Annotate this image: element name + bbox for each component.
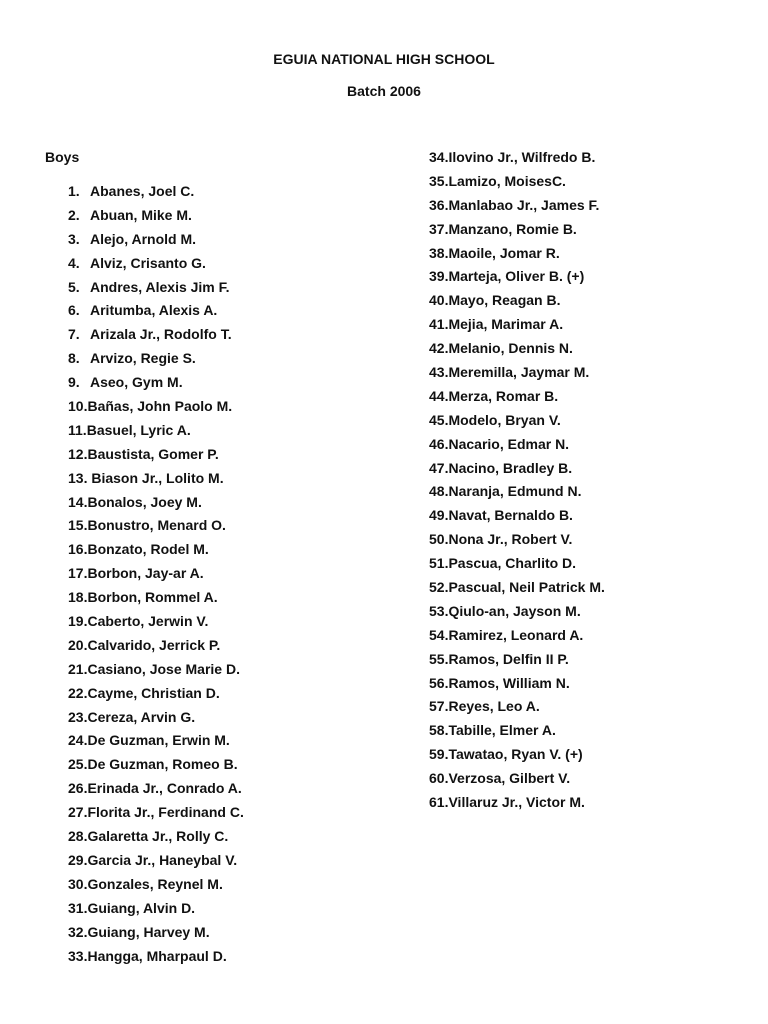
list-item-name: Tabille, Elmer A. (448, 722, 556, 739)
list-item-number: 57. (429, 698, 449, 715)
list-item-name: Nona Jr., Robert V. (448, 531, 573, 548)
list-item-number: 10. (68, 398, 88, 415)
list-item (429, 265, 605, 289)
list-item-name: Bonzato, Rodel M. (87, 541, 209, 558)
list-item (68, 538, 244, 562)
list-item (429, 433, 605, 457)
list-item (429, 624, 605, 648)
list-item-number: 42. (429, 340, 449, 357)
list-item-name: Naranja, Edmund N. (448, 483, 582, 500)
list-item-name: Garcia Jr., Haneybal V. (87, 851, 238, 868)
list-item-name: Aritumba, Alexis A. (90, 302, 218, 319)
list-item (68, 180, 244, 204)
list-item-name: Alviz, Crisanto G. (90, 254, 206, 271)
list-item-number: 16. (68, 541, 88, 558)
list-item-number: 37. (429, 220, 449, 237)
list-item-number: 22. (68, 684, 88, 701)
list-item-name: Galaretta Jr., Rolly C. (87, 828, 229, 845)
list-item-number: 20. (68, 636, 88, 653)
list-item-name: Pascual, Neil Patrick M. (448, 579, 605, 596)
list-item-name: Ramirez, Leonard A. (448, 626, 584, 643)
list-item-number: 34. (429, 149, 449, 165)
list-item (68, 562, 244, 586)
list-item-name: Nacino, Bradley B. (448, 459, 573, 476)
list-item-number: 33. (68, 947, 88, 964)
list-item-number: 18. (68, 589, 88, 606)
list-item (429, 242, 605, 266)
list-item (68, 897, 244, 921)
list-item (429, 576, 605, 600)
list-item-name: Hangga, Mharpaul D. (87, 947, 227, 964)
list-item-name: Tawatao, Ryan V. (+) (448, 746, 583, 763)
section-heading-boys: Boys (45, 149, 80, 165)
list-item-number: 15. (68, 517, 88, 534)
list-item (429, 146, 605, 170)
list-item-name: Nacario, Edmar N. (448, 435, 570, 452)
list-item-number: 11. (68, 421, 87, 438)
list-item (429, 648, 605, 672)
list-item (68, 276, 244, 300)
list-item-name: Abanes, Joel C. (90, 183, 195, 199)
list-item (68, 514, 244, 538)
list-item (68, 299, 244, 323)
list-item-name: Guiang, Alvin D. (87, 899, 196, 916)
list-item-name: Cereza, Arvin G. (87, 708, 196, 725)
list-item-number: 6. (68, 302, 80, 319)
list-item-number: 56. (429, 674, 449, 691)
list-item-name: Navat, Bernaldo B. (448, 507, 573, 524)
list-item-name: Aseo, Gym M. (90, 374, 183, 391)
list-item-number: 30. (68, 875, 88, 892)
list-item (68, 634, 244, 658)
list-item-name: Melanio, Dennis N. (448, 340, 573, 357)
list-item-name: Manzano, Romie B. (448, 220, 577, 237)
list-item-name: Mayo, Reagan B. (448, 292, 561, 309)
list-item-name: Bonalos, Joey M. (87, 493, 202, 510)
list-item-name: Erinada Jr., Conrado A. (87, 780, 242, 797)
list-item (429, 672, 605, 696)
list-item-number: 29. (68, 851, 88, 868)
list-item (429, 218, 605, 242)
list-item (68, 658, 244, 682)
list-item-name: Caberto, Jerwin V. (87, 613, 209, 630)
list-item (68, 395, 244, 419)
list-item (68, 323, 244, 347)
list-item (68, 825, 244, 849)
list-item (429, 504, 605, 528)
list-item-number: 40. (429, 292, 449, 309)
list-item-name: Biason Jr., Lolito M. (87, 469, 224, 486)
list-item (68, 204, 244, 228)
student-list-left (68, 180, 244, 968)
list-item-name: Ramos, William N. (448, 674, 570, 691)
list-item-name: Modelo, Bryan V. (448, 411, 561, 428)
list-item-number: 9. (68, 374, 80, 391)
list-item (429, 719, 605, 743)
list-item (68, 228, 244, 252)
list-item-name: Merza, Romar B. (448, 387, 559, 404)
list-item (68, 419, 244, 443)
list-item-name: Manlabao Jr., James F. (448, 196, 600, 213)
list-item-number: 61. (429, 794, 449, 811)
list-item-number: 4. (68, 254, 80, 271)
list-item (429, 385, 605, 409)
list-item-name: Borbon, Jay-ar A. (87, 565, 204, 582)
list-item (429, 480, 605, 504)
list-item (68, 682, 244, 706)
list-item (429, 289, 605, 313)
list-item-number: 17. (68, 565, 88, 582)
list-item-number: 8. (68, 350, 80, 367)
list-item-number: 7. (68, 326, 80, 343)
list-item-name: Reyes, Leo A. (448, 698, 540, 715)
list-item (68, 706, 244, 730)
list-item-number: 43. (429, 364, 449, 381)
list-item (429, 337, 605, 361)
list-item (429, 600, 605, 624)
list-item-number: 28. (68, 828, 88, 845)
list-item (68, 610, 244, 634)
list-item-number: 60. (429, 770, 449, 787)
list-item (68, 921, 244, 945)
list-item-number: 41. (429, 316, 449, 333)
list-item (68, 467, 244, 491)
list-item-number: 24. (68, 732, 88, 749)
list-item-number: 39. (429, 268, 449, 285)
list-item-name: Arizala Jr., Rodolfo T. (90, 326, 232, 343)
list-item (68, 945, 244, 969)
list-item-name: Casiano, Jose Marie D. (87, 660, 240, 677)
list-item-number: 38. (429, 244, 449, 261)
list-item-name: Andres, Alexis Jim F. (90, 278, 230, 295)
list-item-number: 32. (68, 923, 88, 940)
batch-title: Batch 2006 (347, 83, 421, 99)
list-item-name: Bañas, John Paolo M. (87, 398, 233, 415)
list-item-name: De Guzman, Romeo B. (87, 756, 238, 773)
list-item-name: Abuan, Mike M. (90, 206, 192, 223)
list-item-name: Meremilla, Jaymar M. (448, 364, 590, 381)
list-item (429, 313, 605, 337)
list-item-number: 52. (429, 579, 449, 596)
list-item-name: Basuel, Lyric A. (86, 421, 191, 438)
list-item-number: 36. (429, 196, 449, 213)
list-item-number: 14. (68, 493, 88, 510)
list-item-number: 46. (429, 435, 449, 452)
list-item-number: 50. (429, 531, 449, 548)
list-item-name: Guiang, Harvey M. (87, 923, 210, 940)
list-item (429, 194, 605, 218)
list-item (68, 252, 244, 276)
list-item-number: 31. (68, 899, 88, 916)
list-item-name: Ramos, Delfin II P. (448, 650, 569, 667)
list-item-name: Villaruz Jr., Victor M. (448, 794, 585, 811)
list-item (429, 767, 605, 791)
list-item-number: 44. (429, 387, 449, 404)
list-item-name: Arvizo, Regie S. (90, 350, 196, 367)
list-item (429, 695, 605, 719)
list-item (68, 801, 244, 825)
list-item (68, 873, 244, 897)
list-item-number: 48. (429, 483, 449, 500)
list-item (68, 443, 244, 467)
list-item-number: 3. (68, 230, 80, 247)
list-item (429, 552, 605, 576)
list-item-number: 2. (68, 206, 80, 223)
list-item-name: Baustista, Gomer P. (87, 445, 219, 462)
list-item (68, 491, 244, 515)
list-item (429, 409, 605, 433)
list-item (68, 371, 244, 395)
list-item-number: 55. (429, 650, 449, 667)
list-item-number: 13. (68, 469, 88, 486)
list-item-number: 25. (68, 756, 88, 773)
list-item (429, 791, 605, 815)
list-item-number: 5. (68, 278, 80, 295)
list-item-name: Calvarido, Jerrick P. (87, 636, 221, 653)
list-item-number: 54. (429, 626, 449, 643)
list-item-name: Lamizo, MoisesC. (448, 172, 566, 189)
list-item (429, 457, 605, 481)
list-item (429, 743, 605, 767)
list-item (429, 170, 605, 194)
list-item-number: 21. (68, 660, 88, 677)
list-item-number: 53. (429, 602, 449, 619)
list-item-number: 19. (68, 613, 88, 630)
list-item-name: Ilovino Jr., Wilfredo B. (448, 149, 596, 165)
list-item-number: 59. (429, 746, 449, 763)
list-item (429, 528, 605, 552)
list-item-number: 45. (429, 411, 449, 428)
list-item-name: Maoile, Jomar R. (448, 244, 560, 261)
list-item-number: 1. (68, 183, 80, 199)
list-item (68, 849, 244, 873)
list-item-number: 58. (429, 722, 449, 739)
list-item-number: 35. (429, 172, 449, 189)
list-item-number: 23. (68, 708, 88, 725)
list-item-name: Qiulo-an, Jayson M. (448, 602, 581, 619)
list-item-number: 27. (68, 804, 88, 821)
list-item-name: Alejo, Arnold M. (90, 230, 197, 247)
list-item-name: Borbon, Rommel A. (87, 589, 218, 606)
list-item-name: Pascua, Charlito D. (448, 555, 577, 572)
list-item-name: Florita Jr., Ferdinand C. (87, 804, 244, 821)
student-list-right (429, 146, 605, 815)
list-item (68, 347, 244, 371)
list-item-number: 26. (68, 780, 88, 797)
list-item-name: Mejia, Marimar A. (448, 316, 564, 333)
list-item-name: Marteja, Oliver B. (+) (448, 268, 585, 285)
school-title: EGUIA NATIONAL HIGH SCHOOL (273, 51, 495, 67)
list-item-name: De Guzman, Erwin M. (87, 732, 230, 749)
list-item-number: 51. (429, 555, 449, 572)
list-item-name: Gonzales, Reynel M. (87, 875, 223, 892)
list-item-number: 47. (429, 459, 449, 476)
list-item-name: Verzosa, Gilbert V. (448, 770, 571, 787)
list-item (68, 586, 244, 610)
list-item (68, 753, 244, 777)
list-item (68, 729, 244, 753)
list-item-name: Cayme, Christian D. (87, 684, 220, 701)
list-item-number: 12. (68, 445, 88, 462)
list-item-number: 49. (429, 507, 449, 524)
list-item (68, 777, 244, 801)
list-item (429, 361, 605, 385)
list-item-name: Bonustro, Menard O. (87, 517, 226, 534)
